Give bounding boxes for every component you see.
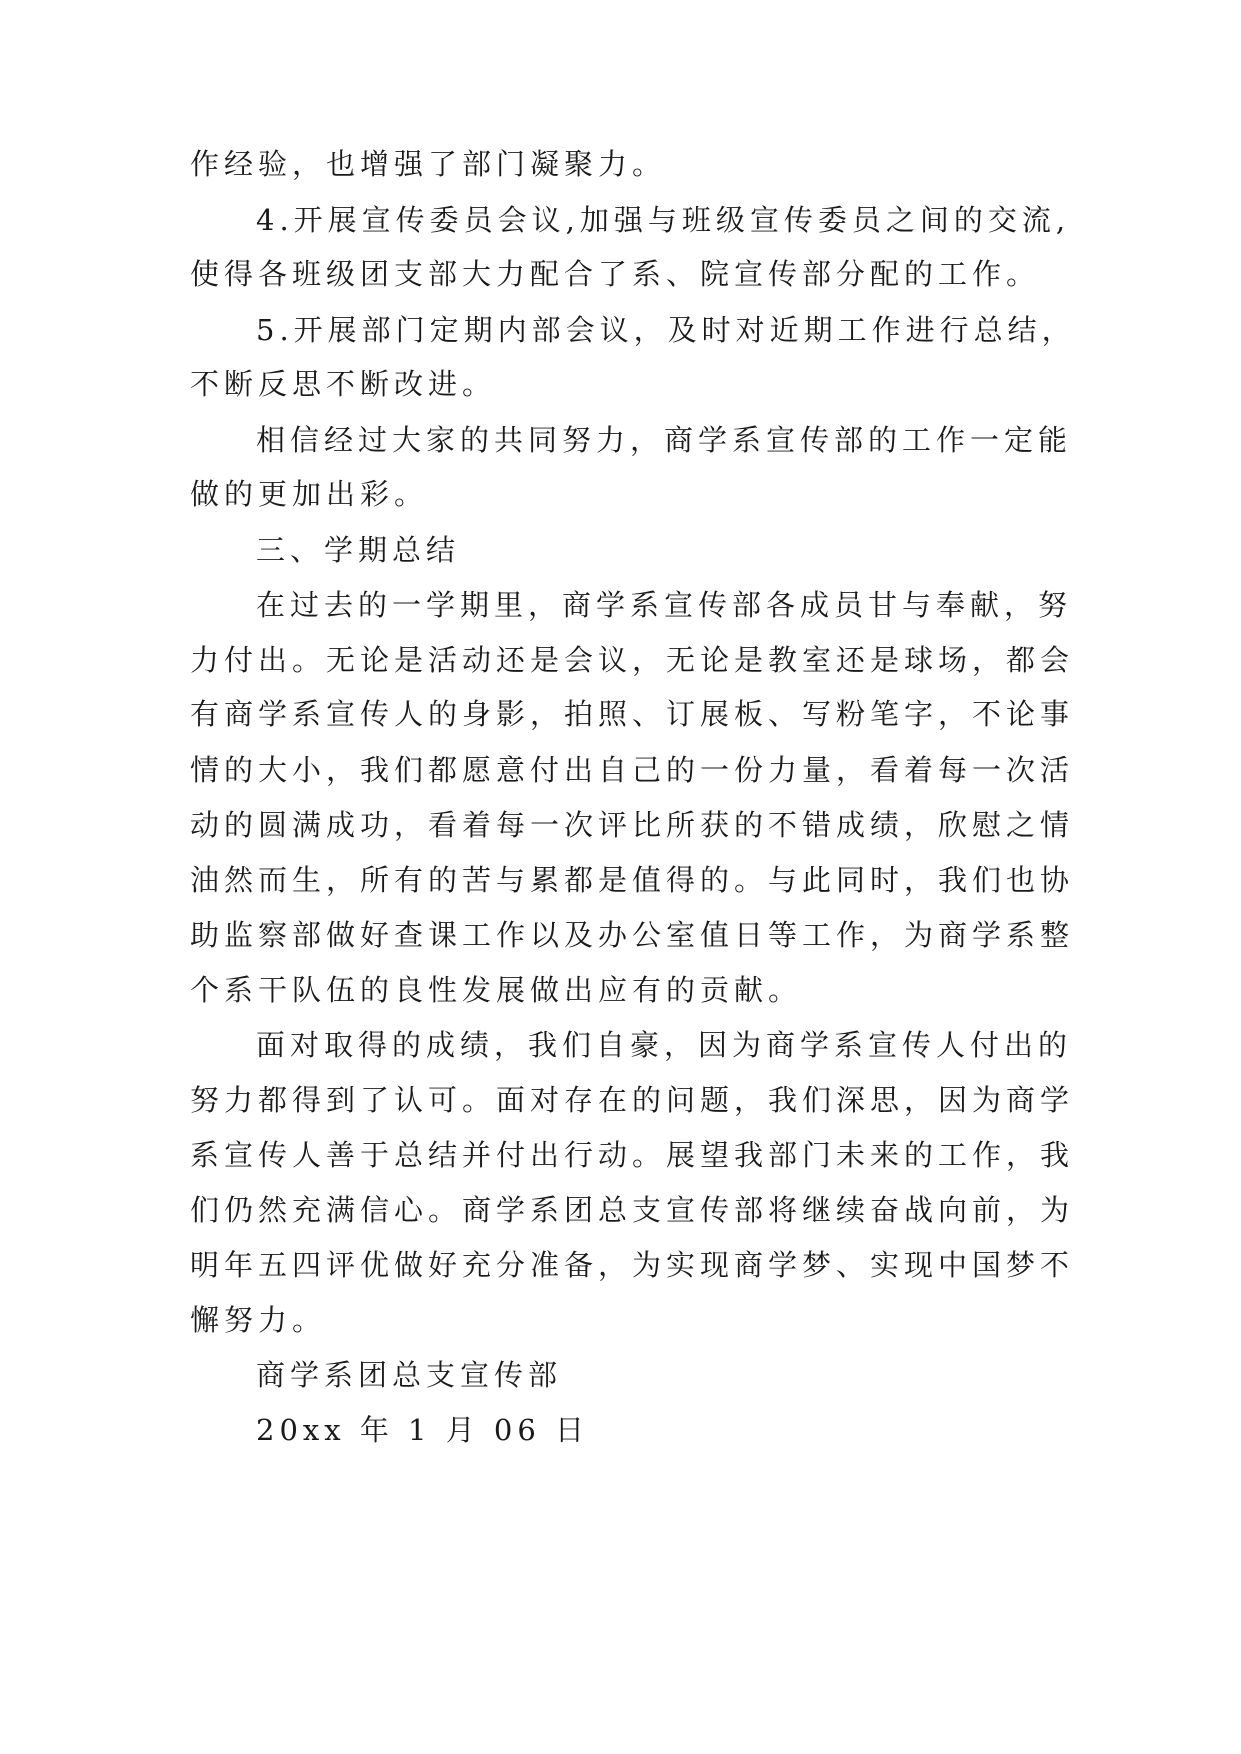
paragraph-line: 在过去的一学期里，商学系宣传部各成员甘与奉献，努 [256,588,1073,622]
paragraph-line: 个系干队伍的良性发展做出应有的贡献。 [190,973,803,1007]
signature-date: 20xx 年 1 月 06 日 [256,1413,590,1447]
paragraph-line: 作经验，也增强了部门凝聚力。 [190,147,667,181]
paragraph-line: 使得各班级团支部大力配合了系、院宣传部分配的工作。 [190,257,1041,291]
list-item-5: 5.开展部门定期内部会议，及时对近期工作进行总结， [256,313,1076,347]
paragraph-line: 力付出。无论是活动还是会议，无论是教室还是球场，都会 [190,643,1075,677]
paragraph-line: 明年五四评优做好充分准备，为实现商学梦、实现中国梦不 [190,1248,1075,1282]
paragraph-line: 油然而生，所有的苦与累都是值得的。与此同时，我们也协 [190,863,1075,897]
signature-organization: 商学系团总支宣传部 [256,1358,563,1392]
paragraph-line: 动的圆满成功，看着每一次评比所获的不错成绩，欣慰之情 [190,808,1075,842]
paragraph-line: 助监察部做好查课工作以及办公室值日等工作，为商学系整 [190,918,1075,952]
paragraph-line: 情的大小，我们都愿意付出自己的一份力量，看着每一次活 [190,753,1075,787]
paragraph-line: 做的更加出彩。 [190,477,429,511]
paragraph-line: 们仍然充满信心。商学系团总支宣传部将继续奋战向前，为 [190,1193,1075,1227]
paragraph-line: 有商学系宣传人的身影，拍照、订展板、写粉笔字，不论事 [190,697,1075,731]
paragraph-line: 面对取得的成绩，我们自豪，因为商学系宣传人付出的 [256,1028,1073,1062]
paragraph-line: 懈努力。 [190,1303,327,1337]
paragraph-line: 努力都得到了认可。面对存在的问题，我们深思，因为商学 [190,1083,1075,1117]
list-item-4: 4.开展宣传委员会议,加强与班级宣传委员之间的交流, [256,203,1071,237]
paragraph-line: 相信经过大家的共同努力，商学系宣传部的工作一定能 [256,423,1073,457]
paragraph-line: 系宣传人善于总结并付出行动。展望我部门未来的工作，我 [190,1138,1075,1172]
paragraph-line: 不断反思不断改进。 [190,367,497,401]
section-heading: 三、学期总结 [256,533,461,567]
